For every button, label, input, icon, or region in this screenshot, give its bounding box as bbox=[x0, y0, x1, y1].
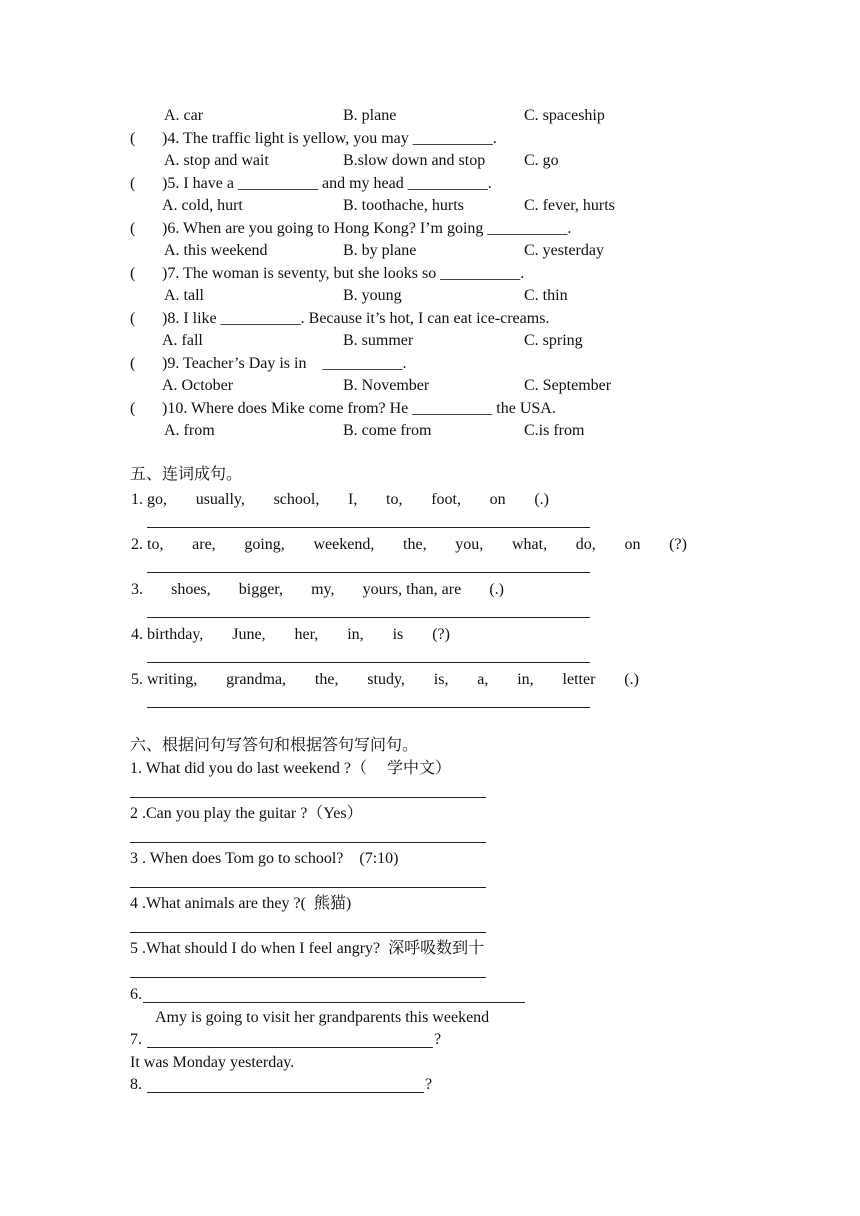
question-text: )4. The traffic light is yellow, you may __________. bbox=[162, 130, 497, 147]
word: study, bbox=[367, 671, 405, 688]
option-c: C. spaceship bbox=[524, 107, 605, 124]
answer-line[interactable] bbox=[147, 1047, 433, 1048]
word-list bbox=[131, 490, 549, 510]
word: in, bbox=[517, 671, 534, 688]
option-b: B. come from bbox=[343, 422, 432, 439]
answer-line[interactable] bbox=[147, 617, 590, 618]
question-text: )7. The woman is seventy, but she looks so __________. bbox=[162, 265, 525, 282]
word: yours, than, are bbox=[362, 581, 462, 598]
word: 1. go, bbox=[131, 491, 167, 508]
question-text: 4 .What animals are they ?( 熊猫) bbox=[130, 895, 352, 912]
word-list bbox=[131, 535, 687, 555]
question-mark: ? bbox=[434, 1031, 442, 1048]
answer-line[interactable] bbox=[143, 1002, 525, 1003]
word: you, bbox=[455, 536, 484, 553]
word: (.) bbox=[624, 671, 639, 688]
answer-line[interactable] bbox=[130, 842, 486, 843]
word: shoes, bbox=[171, 581, 211, 598]
question-number: 8. bbox=[130, 1076, 142, 1093]
question-paren: ( bbox=[130, 265, 136, 282]
word: (?) bbox=[669, 536, 687, 553]
word: 4. birthday, bbox=[131, 626, 204, 643]
option-c: C. September bbox=[524, 377, 612, 394]
word: I, bbox=[348, 491, 358, 508]
section-title: 五、连词成句。 bbox=[130, 466, 243, 483]
word: 5. writing, bbox=[131, 671, 198, 688]
word: usually, bbox=[195, 491, 245, 508]
word: her, bbox=[294, 626, 319, 643]
option-c: C. spring bbox=[524, 332, 583, 349]
word: the, bbox=[314, 671, 339, 688]
word: a, bbox=[477, 671, 489, 688]
question-number: 6. bbox=[130, 986, 142, 1003]
option-c: C. yesterday bbox=[524, 242, 604, 259]
option-a: A. fall bbox=[162, 332, 203, 349]
question-text: )6. When are you going to Hong Kong? I’m going __________. bbox=[162, 220, 572, 237]
word: weekend, bbox=[313, 536, 375, 553]
word: my, bbox=[311, 581, 335, 598]
question-paren: ( bbox=[130, 130, 136, 147]
option-b: B. by plane bbox=[343, 242, 417, 259]
option-c: C.is from bbox=[524, 422, 585, 439]
question-paren: ( bbox=[130, 400, 136, 417]
word: school, bbox=[273, 491, 320, 508]
word: June, bbox=[232, 626, 266, 643]
word-list bbox=[131, 580, 504, 600]
question-text: )10. Where does Mike come from? He __________ the USA. bbox=[162, 400, 556, 417]
word: foot, bbox=[431, 491, 461, 508]
word: on bbox=[489, 491, 506, 508]
option-b: B. plane bbox=[343, 107, 397, 124]
answer-line[interactable] bbox=[130, 977, 486, 978]
option-a: A. car bbox=[164, 107, 204, 124]
answer-line[interactable] bbox=[147, 1092, 424, 1093]
word: is, bbox=[433, 671, 449, 688]
option-a: A. this weekend bbox=[164, 242, 268, 259]
word: the, bbox=[403, 536, 427, 553]
question-mark: ? bbox=[425, 1076, 433, 1093]
word: (.) bbox=[489, 581, 504, 598]
question-number: 7. bbox=[130, 1031, 142, 1048]
answer-line[interactable] bbox=[130, 932, 486, 933]
option-b: B.slow down and stop bbox=[343, 152, 486, 169]
answer-line[interactable] bbox=[130, 797, 486, 798]
word: grandma, bbox=[226, 671, 287, 688]
option-a: A. from bbox=[164, 422, 215, 439]
given-answer: It was Monday yesterday. bbox=[130, 1054, 295, 1071]
option-c: C. fever, hurts bbox=[524, 197, 615, 214]
word: 2. to, bbox=[131, 536, 164, 553]
word: are, bbox=[192, 536, 216, 553]
answer-line[interactable] bbox=[130, 887, 486, 888]
word-list bbox=[131, 625, 450, 645]
word: on bbox=[624, 536, 641, 553]
answer-line[interactable] bbox=[147, 572, 590, 573]
option-a: A. cold, hurt bbox=[162, 197, 243, 214]
word: in, bbox=[347, 626, 364, 643]
word: (.) bbox=[534, 491, 549, 508]
option-b: B. young bbox=[343, 287, 402, 304]
option-b: B. November bbox=[343, 377, 430, 394]
question-text: 1. What did you do last weekend ?（ 学中文） bbox=[130, 760, 451, 777]
word: to, bbox=[386, 491, 403, 508]
option-c: C. go bbox=[524, 152, 559, 169]
option-b: B. summer bbox=[343, 332, 414, 349]
question-paren: ( bbox=[130, 220, 136, 237]
given-answer: Amy is going to visit her grandparents this weekend bbox=[155, 1009, 490, 1026]
word: going, bbox=[244, 536, 285, 553]
word: (?) bbox=[432, 626, 450, 643]
word: letter bbox=[562, 671, 596, 688]
word: bigger, bbox=[238, 581, 283, 598]
option-a: A. stop and wait bbox=[164, 152, 269, 169]
option-c: C. thin bbox=[524, 287, 568, 304]
question-paren: ( bbox=[130, 355, 136, 372]
word-list bbox=[131, 670, 639, 690]
answer-line[interactable] bbox=[147, 662, 590, 663]
word: what, bbox=[511, 536, 548, 553]
word: is bbox=[392, 626, 404, 643]
question-text: )8. I like __________. Because it’s hot, I can eat ice-creams. bbox=[162, 310, 550, 327]
question-text: 5 .What should I do when I feel angry? 深呼吸数到十 bbox=[130, 940, 485, 957]
question-text: 2 .Can you play the guitar ?（Yes） bbox=[130, 805, 363, 822]
question-text: )9. Teacher’s Day is in __________. bbox=[162, 355, 407, 372]
question-paren: ( bbox=[130, 175, 136, 192]
option-b: B. toothache, hurts bbox=[343, 197, 464, 214]
answer-line[interactable] bbox=[147, 707, 590, 708]
option-a: A. tall bbox=[164, 287, 204, 304]
word: 3. bbox=[131, 581, 143, 598]
section-title: 六、根据问句写答句和根据答句写问句。 bbox=[130, 737, 419, 754]
option-a: A. October bbox=[162, 377, 234, 394]
answer-line[interactable] bbox=[147, 527, 590, 528]
question-text: )5. I have a __________ and my head __________. bbox=[162, 175, 492, 192]
word: do, bbox=[575, 536, 596, 553]
question-paren: ( bbox=[130, 310, 136, 327]
question-text: 3 . When does Tom go to school? (7:10) bbox=[130, 850, 399, 867]
